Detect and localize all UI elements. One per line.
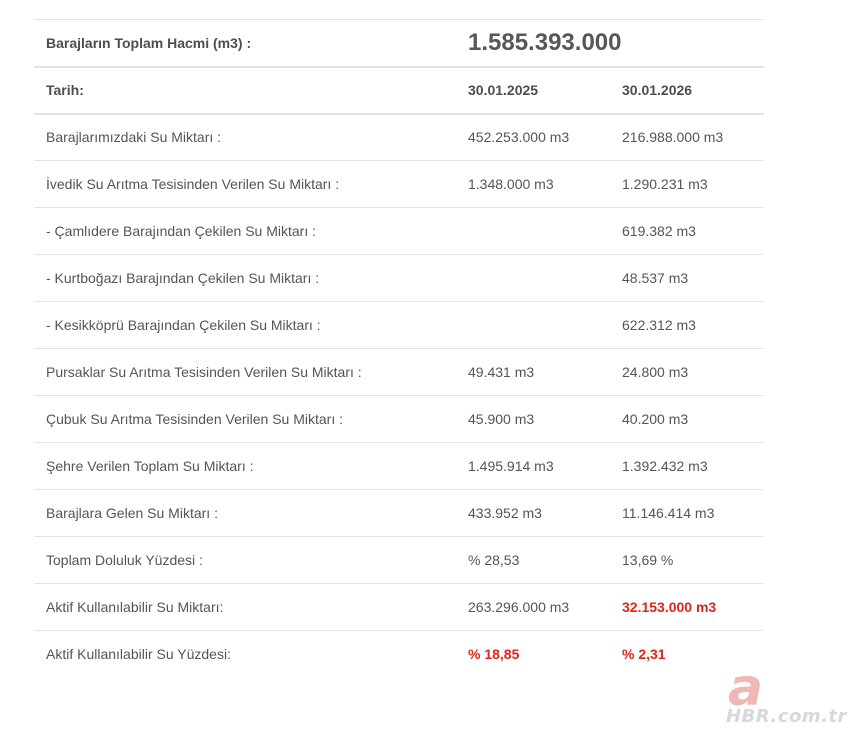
row-label: Şehre Verilen Toplam Su Miktarı : [46,458,254,474]
row-label: İvedik Su Arıtma Tesisinden Verilen Su Miktarı : [46,176,340,192]
row-value-2026-highlight: % 2,31 [622,646,666,663]
table-row [34,349,764,396]
row-label: Çubuk Su Arıtma Tesisinden Verilen Su Miktarı : [46,411,343,427]
row-value-2025-highlight: % 18,85 [468,646,520,663]
date-header-row [34,67,764,114]
row-value-2025: 452.253.000 m3 [468,129,570,146]
table-row [34,208,764,255]
table-row [34,631,764,678]
total-volume-value: 1.585.393.000 [468,28,622,56]
table-row [34,396,764,443]
row-value-2026: 622.312 m3 [622,317,696,333]
logo-letter: a [728,658,764,718]
row-label: - Kesikköprü Barajından Çekilen Su Miktarı : [46,317,321,333]
row-value-2026: 40.200 m3 [622,411,689,427]
summary-row [34,20,764,67]
row-label: - Kurtboğazı Barajından Çekilen Su Miktarı : [46,270,320,286]
row-value-2025: 1.495.914 m3 [468,458,554,474]
row-value-2026: 24.800 m3 [622,364,689,380]
total-volume-label: Barajların Toplam Hacmi (m3) : [46,34,252,51]
row-value-2025 [456,208,610,255]
dam-stats-table [34,19,764,678]
date-column-2: 30.01.2026 [622,82,693,98]
row-label: Aktif Kullanılabilir Su Miktarı: [46,599,224,615]
row-label: Barajlara Gelen Su Miktarı : [46,505,218,521]
table-row [34,114,764,161]
row-value-2025 [456,302,610,349]
row-value-2026: 1.290.231 m3 [622,176,708,192]
row-value-2025: 263.296.000 m3 [468,599,570,615]
row-value-2026: 48.537 m3 [622,270,689,286]
row-value-2026: 11.146.414 m3 [622,505,715,521]
date-header-label: Tarih: [46,82,84,98]
row-label: Aktif Kullanılabilir Su Yüzdesi: [46,646,231,663]
table-row [34,302,764,349]
row-value-2026: 216.988.000 m3 [622,129,724,146]
row-label: Barajlarımızdaki Su Miktarı : [46,129,222,146]
table-row [34,537,764,584]
logo-text: HBR.com.tr [726,706,847,727]
row-value-2026: 13,69 % [622,552,674,568]
table-row [34,490,764,537]
row-value-2026: 619.382 m3 [622,223,696,239]
row-value-2025: 45.900 m3 [468,411,535,427]
row-value-2026-highlight: 32.153.000 m3 [622,599,717,615]
table-row [34,443,764,490]
row-value-2025: 49.431 m3 [468,364,535,380]
row-value-2025 [456,255,610,302]
table-row [34,161,764,208]
hbr-watermark-logo [720,658,860,730]
row-value-2025: % 28,53 [468,552,520,568]
date-column-1: 30.01.2025 [468,82,539,98]
dam-stats-table-container [34,19,764,678]
row-value-2025: 1.348.000 m3 [468,176,554,192]
row-label: Pursaklar Su Arıtma Tesisinden Verilen Su Miktarı : [46,364,362,380]
row-label: - Çamlıdere Barajından Çekilen Su Miktarı : [46,223,316,239]
table-row [34,584,764,631]
table-row [34,255,764,302]
row-value-2026: 1.392.432 m3 [622,458,708,474]
row-value-2025: 433.952 m3 [468,505,542,521]
row-label: Toplam Doluluk Yüzdesi : [46,552,203,568]
